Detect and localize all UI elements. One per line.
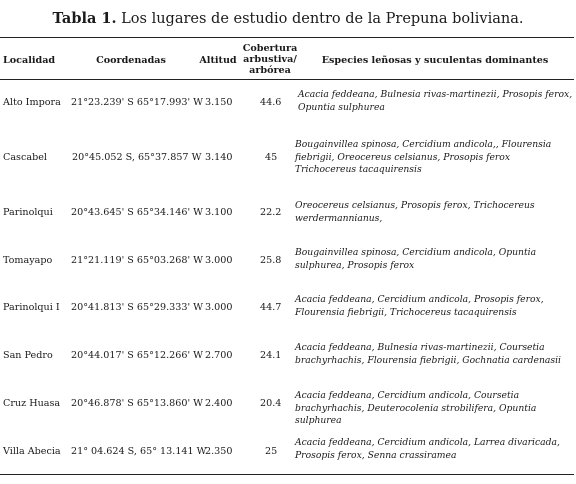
cell-cobertura: 44.6: [260, 97, 282, 108]
cell-altitud: 3.140: [205, 152, 233, 163]
cell-coordenadas: 21°21.119' S 65°03.268' W: [71, 255, 204, 266]
header-coordenadas: Coordenadas: [96, 55, 166, 66]
cell-especies: Acacia feddeana, Bulnesia rivas-martinezii, Prosopis ferox, Opuntia sulphurea: [298, 89, 573, 113]
cell-altitud: 3.000: [205, 255, 233, 266]
table-caption: [0, 10, 576, 27]
cell-coordenadas: 20°44.017' S 65°12.266' W: [71, 350, 204, 361]
cell-altitud: 3.000: [205, 302, 233, 313]
cell-coordenadas: 20°43.645' S 65°34.146' W: [71, 207, 204, 218]
cell-cobertura: 24.1: [260, 350, 282, 361]
cell-altitud: 2.400: [205, 398, 233, 409]
cell-coordenadas: 20°46.878' S 65°13.860' W: [71, 398, 204, 409]
cell-especies: Bougainvillea spinosa, Cercidium andicola, Opuntia sulphurea, Prosopis ferox: [295, 247, 537, 271]
cell-especies: Acacia feddeana, Cercidium andicola, Prosopis ferox, Flourensia fiebrigii, Trichocereus tacaquirensis: [295, 294, 544, 318]
cell-cobertura: 44.7: [260, 302, 282, 313]
header-cobertura: [240, 43, 300, 76]
header-cobertura-line3: arbórea: [249, 65, 291, 76]
cell-localidad: Alto Impora: [3, 97, 61, 108]
cell-especies: Oreocereus celsianus, Prosopis ferox, Trichocereus werdermannianus,: [295, 200, 535, 224]
cell-especies: Acacia feddeana, Bulnesia rivas-martinezii, Coursetia brachyrhachis, Flourensia fiebrigii, Gochnatia cardenasii: [295, 342, 561, 366]
cell-localidad: Cruz Huasa: [3, 398, 61, 409]
cell-altitud: 2.700: [205, 350, 233, 361]
cell-cobertura: 25.8: [260, 255, 282, 266]
cell-especies: Acacia feddeana, Cercidium andicola, Larrea divaricada, Prosopis ferox, Senna crassiramea: [295, 437, 560, 461]
cell-cobertura: 20.4: [260, 398, 282, 409]
caption-text: Los lugares de estudio dentro de la Prepuna boliviana.: [121, 11, 524, 27]
bottom-rule: [0, 474, 574, 475]
caption-label: Tabla 1.: [52, 10, 117, 27]
cell-localidad: Parinolqui: [3, 207, 53, 218]
header-altitud: Altitud: [199, 55, 237, 66]
cell-altitud: 2.350: [205, 446, 233, 457]
header-rule: [0, 79, 574, 80]
cell-coordenadas: 20°45.052 S, 65°37.857 W: [72, 152, 202, 163]
header-especies: Especies leñosas y suculentas dominantes: [321, 55, 549, 66]
cell-coordenadas: 20°41.813' S 65°29.333' W: [71, 302, 204, 313]
cell-cobertura: 45: [265, 152, 278, 163]
cell-localidad: San Pedro: [3, 350, 53, 361]
cell-altitud: 3.100: [205, 207, 233, 218]
cell-coordenadas: 21°23.239' S 65°17.993' W: [71, 97, 204, 108]
cell-coordenadas: 21° 04.624 S, 65° 13.141 W: [71, 446, 207, 457]
cell-cobertura: 25: [265, 446, 278, 457]
top-rule: [0, 37, 574, 38]
cell-especies: Acacia feddeana, Cercidium andicola, Coursetia brachyrhachis, Deuterocolenia strobilifera, Opuntia sulphurea: [295, 390, 537, 426]
cell-localidad: Tomayapo: [3, 255, 53, 266]
cell-localidad: Cascabel: [3, 152, 47, 163]
cell-localidad: Parinolqui I: [3, 302, 60, 313]
cell-cobertura: 22.2: [260, 207, 282, 218]
header-localidad: Localidad: [3, 55, 56, 66]
header-cobertura-line1: Cobertura: [242, 43, 298, 54]
cell-especies: Bougainvillea spinosa, Cercidium andicola,, Flourensia fiebrigii, Oreocereus celsianus, Prosopis ferox Trichocereus tacaquirensis: [295, 139, 552, 175]
cell-localidad: Villa Abecia: [3, 446, 61, 457]
header-cobertura-line2: arbustiva/: [243, 54, 297, 65]
cell-altitud: 3.150: [205, 97, 233, 108]
